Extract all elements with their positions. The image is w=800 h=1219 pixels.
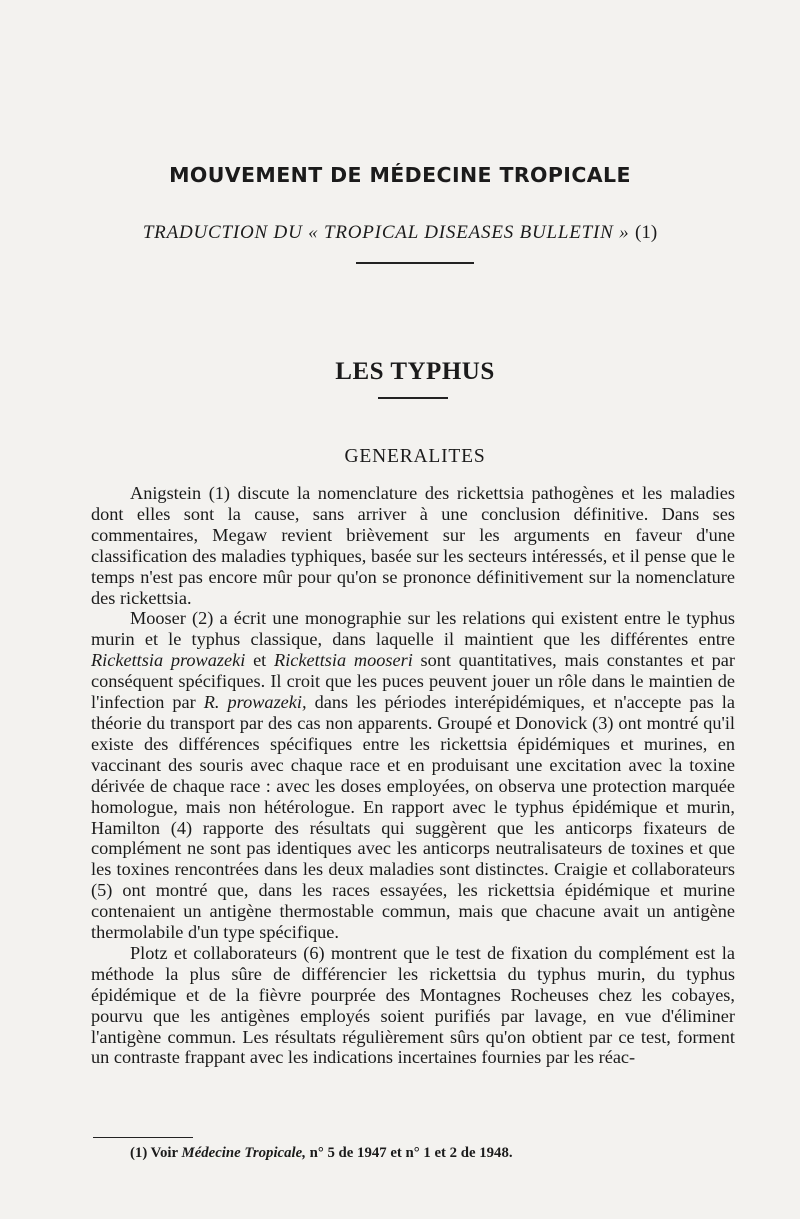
species-name: Rickettsia mooseri (274, 650, 413, 671)
paragraph-2-text-b: et (245, 650, 275, 671)
journal-title: MOUVEMENT DE MÉDECINE TROPICALE (169, 163, 631, 187)
footnote-text-a: (1) Voir (130, 1145, 182, 1161)
body-text (91, 483, 735, 1068)
subtitle (0, 222, 800, 244)
subtitle-footnote-ref: (1) (635, 222, 658, 243)
section-divider (378, 397, 448, 399)
subtitle-text: TRADUCTION DU « TROPICAL DISEASES BULLETIN » (142, 222, 630, 243)
footnote-journal-name: Médecine Tropicale, (181, 1145, 306, 1161)
section-title: LES TYPHUS (335, 358, 495, 385)
footnote (130, 1145, 513, 1162)
paragraph-2-text-a: Mooser (2) a écrit une monographie sur les relations qui existent entre le typhus murin et le typhus classique, dans laquelle il maintient que les différentes entre (91, 608, 735, 650)
paragraph-2-text-c: sont quantitatives, mais constantes et par conséquent spécifiques. Il croit que les puces peuvent jouer un rôle dans le maintien de l'infection par (91, 650, 735, 713)
species-name: R. prowazeki, (203, 692, 307, 713)
species-name: Rickettsia prowazeki (91, 650, 246, 671)
section-subheading: GENERALITES (344, 446, 486, 467)
footnote-divider (93, 1137, 193, 1138)
header-divider (356, 262, 474, 264)
footnote-text-b: n° 5 de 1947 et n° 1 et 2 de 1948. (305, 1145, 513, 1161)
paragraph-2 (91, 608, 735, 943)
paragraph-1: Anigstein (1) discute la nomenclature des rickettsia pathogènes et les maladies dont elles sont la cause, sans arriver à une conclusion définitive. Dans ses commentaires, Megaw revient brièvement sur les arguments en faveur d'une classification des maladies typhiques, basée sur les secteurs intéressés, et il pense que le temps n'est pas encore mûr pour qu'on se prononce définitivement sur la nomenclature des rickettsia. (91, 483, 735, 608)
paragraph-2-text-d: dans les périodes interépidémiques, et n'accepte pas la théorie du transport par des cas non apparents. Groupé et Donovick (3) ont montré qu'il existe des différences spécifiques entre les rickettsia épidémiques et murines, en vaccinant des souris avec chaque race et en produisant une excitation avec la toxine dérivée de chaque race : avec les doses employées, on observa une protection marquée homologue, mais non hétérologue. En rapport avec le typhus épidémique et murin, Hamilton (4) rapporte des résultats qui suggèrent que les anticorps fixateurs de complément ne sont pas identiques avec les anticorps neutralisateurs de toxines et que les toxines rencontrées dans les deux maladies sont distinctes. Craigie et collaborateurs (5) ont montré que, dans les races essayées, les rickettsia épidémique et murine contenaient un antigène thermostable commun, mais que chacune avait un antigène thermolabile d'un type spécifique. (91, 692, 735, 943)
paragraph-3: Plotz et collaborateurs (6) montrent que le test de fixation du complément est la méthode la plus sûre de différencier les rickettsia du typhus murin, du typhus épidémique et de la fièvre pourprée des Montagnes Rocheuses chez les cobayes, pourvu que les antigènes employés soient purifiés par lavage, en vue d'éliminer l'antigène commun. Les résultats régulièrement sûrs qu'on obtient par ce test, forment un contraste frappant avec les indications incertaines fournies par les réac- (91, 942, 735, 1068)
